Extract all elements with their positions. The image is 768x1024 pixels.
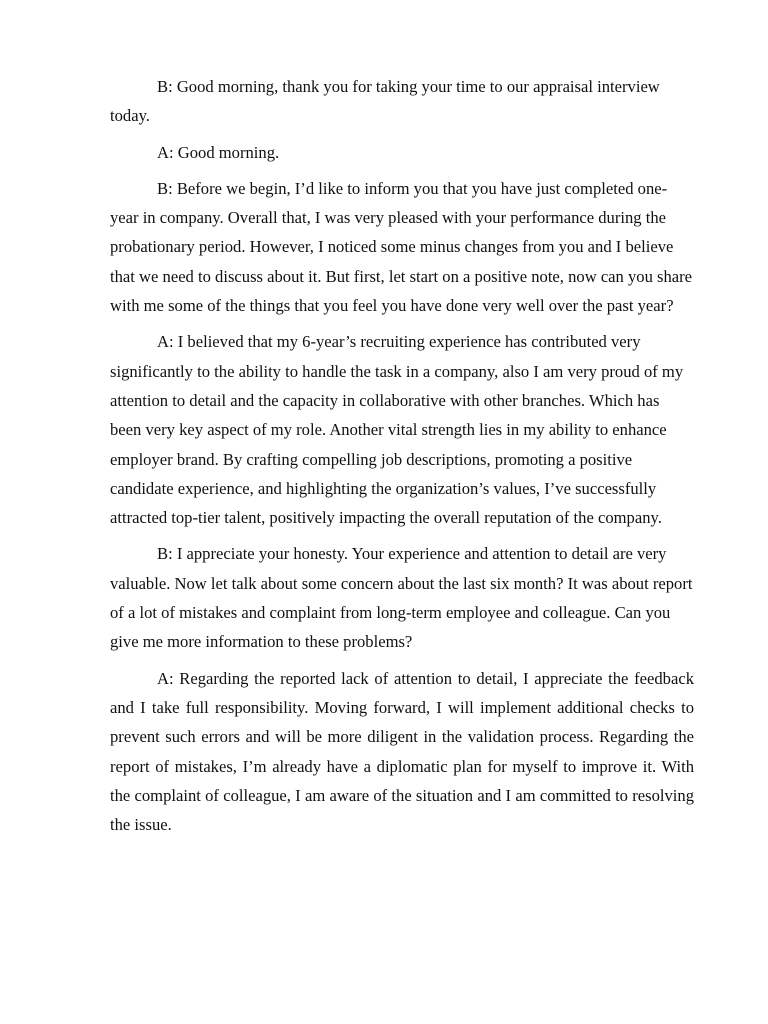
dialogue-paragraph-b-concerns: B: I appreciate your honesty. Your experience and attention to detail are very valuable. Now let talk about some concern about the last six month? It was about report of a lot of mistakes and complaint from long-term employee and colleague. Can you give me more information to these problems? bbox=[110, 544, 693, 652]
document-page bbox=[110, 72, 694, 846]
dialogue-paragraph-b-greeting: B: Good morning, thank you for taking your time to our appraisal interview today. bbox=[110, 77, 660, 126]
dialogue-paragraph-b-intro: B: Before we begin, I’d like to inform you that you have just completed one-year in company. Overall that, I was very pleased with your performance during the probationary period. However, I noticed some minus changes from you and I believe that we need to discuss about it. But first, let start on a positive note, now can you share with me some of the things that you feel you have done very well over the past year? bbox=[110, 178, 693, 316]
dialogue-paragraph-a-greeting: A: Good morning. bbox=[157, 142, 280, 162]
dialogue-paragraph-a-strengths: A: I believed that my 6-year’s recruiting experience has contributed very significantly to the ability to handle the task in a company, also I am very proud of my attention to detail and the capacity in collaborative with other branches. Which has been very key aspect of my role. Another vital strength lies in my ability to enhance employer brand. By crafting compelling job descriptions, promoting a positive candidate experience, and highlighting the organization’s values, I’ve successfully attracted top-tier talent, positively impacting the overall reputation of the company. bbox=[110, 332, 684, 528]
dialogue-paragraph-a-response: A: Regarding the reported lack of attention to detail, I appreciate the feedback and I take full responsibility. Moving forward, I will implement additional checks to prevent such errors and will be more diligent in the validation process. Regarding the report of mistakes, I’m already have a diplomatic plan for myself to improve it. With the complaint of colleague, I am aware of the situation and I am committed to resolving the issue. bbox=[110, 668, 694, 835]
